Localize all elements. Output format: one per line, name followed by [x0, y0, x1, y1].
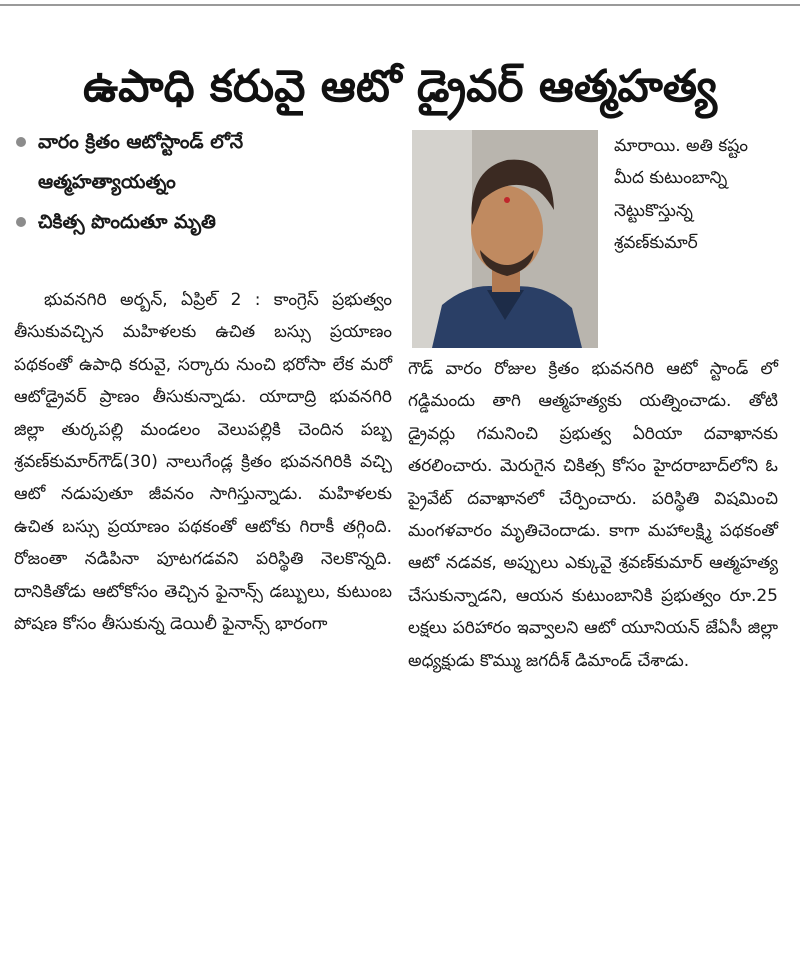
highlights [14, 122, 394, 242]
bullet-icon [16, 137, 26, 147]
article-body-right-top [614, 130, 764, 260]
article-body-left [14, 284, 392, 640]
portrait-photo [412, 130, 598, 348]
highlight-text: చికిత్స పొందుతూ మృతి [38, 211, 216, 233]
highlight-text-continued: ఆత్మహత్యాయత్నం [38, 171, 176, 193]
article-text: భువనగిరి అర్బన్, ఏప్రిల్ 2 : కాంగ్రెస్ ప్రభుత్వం తీసుకువచ్చిన మహిళలకు ఉచిత బస్సు ప్రయాణం పథకంతో ఉపాధి కరువై, సర్కారు నుంచి భరోసా లేక మరో ఆటోడ్రైవర్ ప్రాణం తీసుకున్నాడు. యాదాద్రి భువనగిరి జిల్లా తుర్కపల్లి మండలం వెలుపల్లికి చెందిన పబ్బ శ్రవణ్‌కుమార్‌గౌడ్(30) నాలుగేండ్ల క్రితం భువనగిరికి వచ్చి ఆటో నడుపుతూ జీవనం సాగిస్తున్నాడు. మహిళలకు ఉచిత బస్సు ప్రయాణం పథకంతో ఆటోకు గిరాకీ తగ్గింది. రోజంతా నడిపినా పూటగడవని పరిస్థితి నెలకొన్నది. దానికితోడు ఆటోకోసం తెచ్చిన ఫైనాన్స్ డబ్బులు, కుటుంబ పోషణ కోసం తీసుకున్న డెయిలీ ఫైనాన్స్ భారంగా [14, 290, 392, 635]
highlight-item [14, 202, 394, 242]
person-photo-icon [412, 130, 598, 348]
bullet-icon [16, 217, 26, 227]
article-text: గౌడ్ వారం రోజుల క్రితం భువనగిరి ఆటో స్టాండ్ లో గడ్డిమందు తాగి ఆత్మహత్యకు యత్నించాడు. తోటి డ్రైవర్లు గమనించి ప్రభుత్వ ఏరియా దవాఖానకు తరలించారు. మెరుగైన చికిత్స కోసం హైదరాబాద్‌లోని ఓ ప్రైవేట్ దవాఖానలో చేర్పించారు. పరిస్థితి విషమించి మంగళవారం మృతిచెందాడు. కాగా మహాలక్ష్మి పథకంతో ఆటో నడవక, అప్పులు ఎక్కువై శ్రవణ్‌కుమార్ ఆత్మహత్య చేసుకున్నాడని, ఆయన కుటుంబానికి ప్రభుత్వం రూ.25 లక్షలు పరిహారం ఇవ్వాలని ఆటో యూనియన్ జేఏసీ జిల్లా అధ్యక్షుడు కొమ్ము జగదీశ్ డిమాండ్ చేశాడు. [408, 359, 778, 671]
highlight-text: వారం క్రితం ఆటోస్టాండ్ లోనే [38, 131, 244, 153]
top-rule [0, 4, 800, 6]
highlight-item [14, 122, 394, 162]
article-text: మారాయి. అతి కష్టం మీద కుటుంబాన్ని నెట్టుకొస్తున్న శ్రవణ్‌కుమార్ [614, 136, 748, 254]
article-body-right [408, 353, 778, 677]
headline: ఉపాధి కరువై ఆటో డ్రైవర్ ఆత్మహత్య [83, 61, 717, 113]
